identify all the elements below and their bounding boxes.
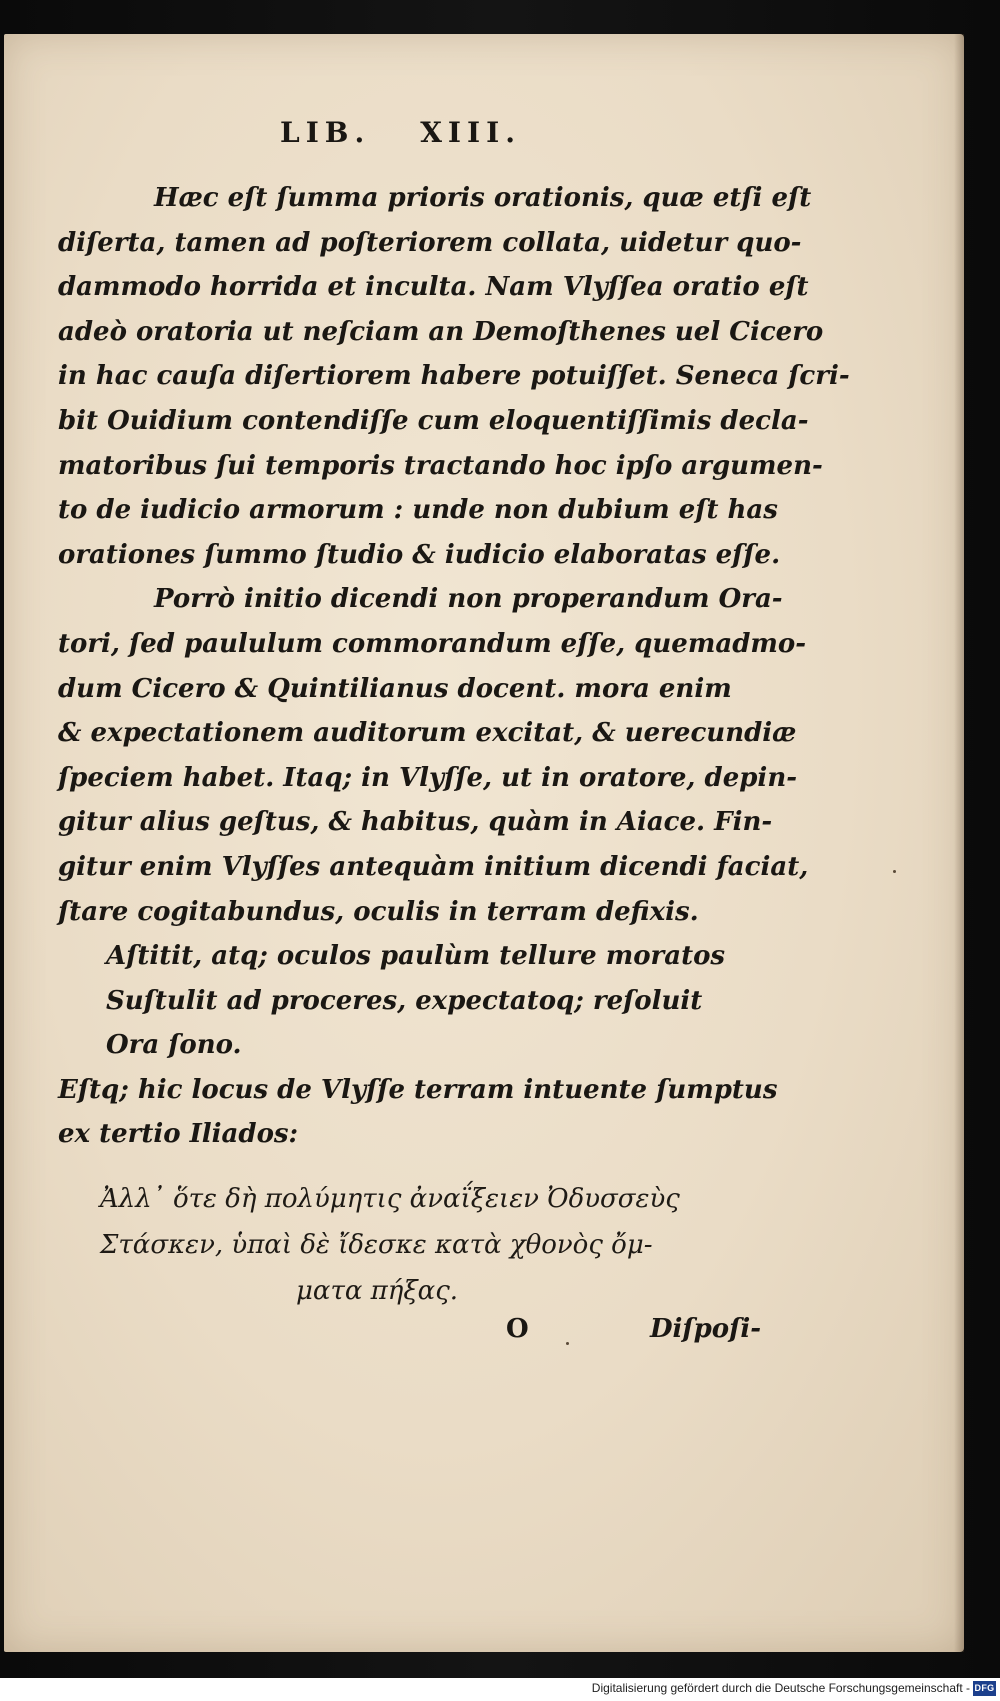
ink-speck: [566, 1342, 569, 1345]
text-line: in hac cauſa diſertiorem habere potuiſſet. Seneca ſcri-: [58, 361, 850, 392]
text-line: Hæc eſt ſumma prioris orationis, quæ etſi eſt: [154, 183, 812, 213]
footer-credit: Digitalisierung gefördert durch die Deutsche Forschungsgemeinschaft -: [591, 1681, 970, 1695]
text-line: & expectationem auditorum excitat, & uerecundiæ: [58, 718, 797, 749]
dfg-logo-badge: DFG: [973, 1681, 996, 1696]
running-head-left: LIB.: [280, 116, 371, 149]
text-line: bit Ouidium contendiſſe cum eloquentiſſimis decla-: [58, 405, 809, 436]
greek-quotation: [100, 1176, 780, 1314]
text-line: dammodo horrida et inculta. Nam Vlyſſea oratio eſt: [58, 272, 809, 303]
catchword: Diſpoſi-: [650, 1314, 761, 1344]
text-line: gitur alius geſtus, & habitus, quàm in Aiace. Fin-: [58, 807, 773, 838]
verse-line: Aſtitit, atq; oculos paulùm tellure moratos: [106, 941, 726, 972]
text-line: ſtare cogitabundus, oculis in terram defixis.: [58, 896, 699, 927]
verse-line: Ora ſono.: [106, 1030, 242, 1061]
text-line: Eſtq; hic locus de Vlyſſe terram intuente ſumptus: [58, 1074, 778, 1105]
page-edge-shadow: [954, 34, 964, 1652]
text-line: adeò oratoria ut neſciam an Demoſthenes uel Cicero: [58, 316, 824, 347]
greek-line: Στάσκεν, ὑπαὶ δὲ ἴδεσκε κατὰ χθονὸς ὄμ-: [100, 1230, 653, 1260]
text-line: diſerta, tamen ad poſteriorem collata, uidetur quo-: [58, 227, 802, 258]
text-line: gitur enim Vlyſſes antequàm initium dicendi faciat,: [58, 851, 809, 882]
running-head: [280, 116, 600, 149]
text-line: ex tertio Iliados:: [58, 1119, 299, 1150]
text-line: tori, ſed paululum commorandum eſſe, quemadmo-: [58, 628, 807, 659]
ink-speck: [893, 870, 896, 873]
greek-line: Ἀλλ᾽ ὅτε δὴ πολύμητις ἀναΐξειεν Ὀδυσσεὺς: [100, 1184, 680, 1214]
running-head-right: XIII.: [420, 116, 521, 149]
signature-mark: O: [506, 1314, 529, 1344]
text-line: ſpeciem habet. Itaq; in Vlyſſe, ut in oratore, depin-: [58, 762, 798, 793]
greek-line: ματα πήξας.: [296, 1276, 459, 1306]
footer-bar: [0, 1678, 1000, 1701]
text-line: orationes ſummo ſtudio & iudicio elaboratas eſſe.: [58, 539, 781, 570]
page-text: [58, 176, 850, 1157]
text-line: to de iudicio armorum : unde non dubium eſt has: [58, 495, 778, 526]
verse-line: Suſtulit ad proceres, expectatoq; reſoluit: [106, 985, 703, 1016]
text-line: matoribus ſui temporis tractando hoc ipſo argumen-: [58, 450, 823, 481]
text-line: Porrò initio dicendi non properandum Ora-: [154, 584, 783, 615]
text-line: dum Cicero & Quintilianus docent. mora enim: [58, 673, 732, 704]
